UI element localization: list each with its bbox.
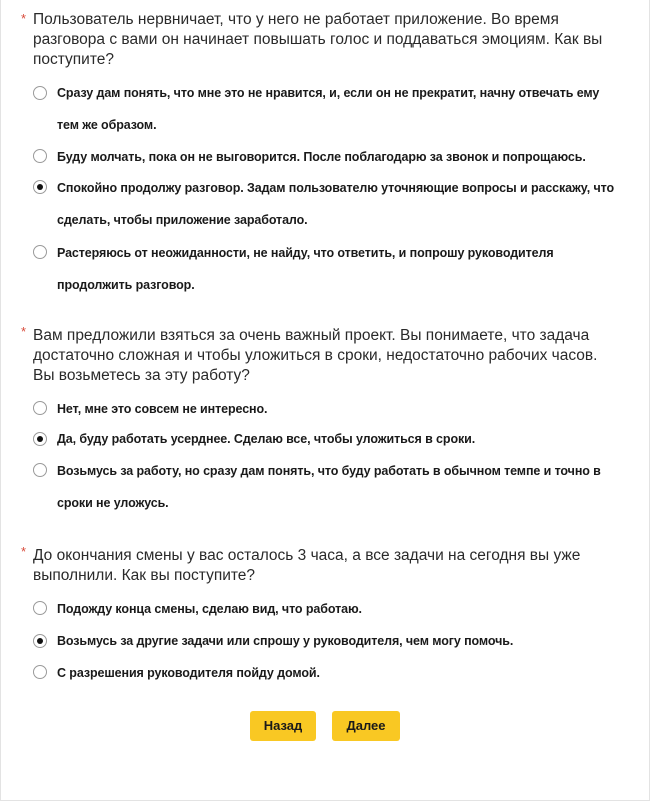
required-asterisk: * [21, 324, 27, 339]
radio-button-selected[interactable] [33, 180, 47, 194]
required-asterisk: * [21, 11, 27, 26]
option-label[interactable]: Подожду конца смены, сделаю вид, что работаю. [57, 602, 362, 616]
option-label[interactable]: Возьмусь за работу, но сразу дам понять, что буду работать в обычном темпе и точно в сроки не уложусь. [57, 464, 601, 510]
radio-button[interactable] [33, 149, 47, 163]
question-text: Вам предложили взяться за очень важный проект. Вы понимаете, что задача достаточно сложная и чтобы уложиться в сроки, недостаточно рабочих часов. Вы возьметесь за эту работу? [33, 327, 598, 384]
radio-button[interactable] [33, 601, 47, 615]
radio-button[interactable] [33, 245, 47, 259]
back-button[interactable]: Назад [250, 711, 316, 741]
question-text: Пользователь нервничает, что у него не работает приложение. Во время разговора с вами он начинает повышать голос и поддаваться эмоциям. Как вы поступите? [33, 11, 603, 68]
next-button[interactable]: Далее [332, 711, 400, 741]
radio-button[interactable] [33, 401, 47, 415]
option-label[interactable]: Спокойно продолжу разговор. Задам пользователю уточняющие вопросы и расскажу, что сделать, чтобы приложение заработало. [57, 181, 615, 227]
option-label[interactable]: С разрешения руководителя пойду домой. [57, 666, 320, 680]
option-label[interactable]: Возьмусь за другие задачи или спрошу у руководителя, чем могу помочь. [57, 634, 514, 648]
radio-button[interactable] [33, 463, 47, 477]
radio-button[interactable] [33, 86, 47, 100]
option-label[interactable]: Да, буду работать усерднее. Сделаю все, чтобы уложиться в сроки. [57, 432, 476, 446]
radio-button[interactable] [33, 665, 47, 679]
option-label[interactable]: Растеряюсь от неожиданности, не найду, что ответить, и попрошу руководителя продолжить разговор. [57, 246, 554, 292]
question-text: До окончания смены у вас осталось 3 часа, а все задачи на сегодня вы уже выполнили. Как вы поступите? [33, 547, 581, 584]
required-asterisk: * [21, 544, 27, 559]
option-label[interactable]: Буду молчать, пока он не выговорится. После поблагодарю за звонок и попрощаюсь. [57, 150, 586, 164]
radio-button-selected[interactable] [33, 432, 47, 446]
option-label[interactable]: Нет, мне это совсем не интересно. [57, 402, 268, 416]
radio-button-selected[interactable] [33, 634, 47, 648]
option-label[interactable]: Сразу дам понять, что мне это не нравится, и, если он не прекратит, начну отвечать ему тем же образом. [57, 86, 600, 132]
